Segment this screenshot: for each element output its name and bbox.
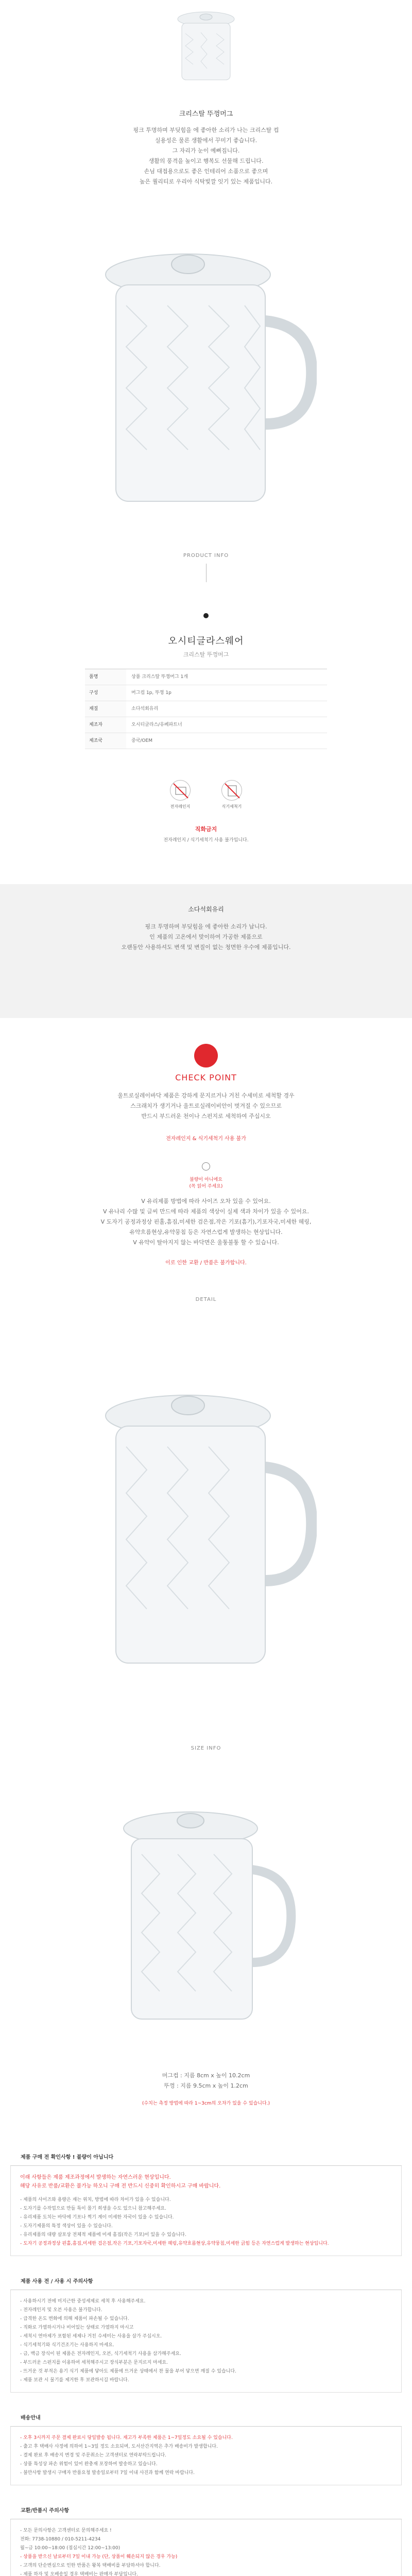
delivery-section	[0, 2398, 412, 2490]
table-row	[85, 717, 327, 733]
check-note: V 유약이 탈아지지 않는 바닥면은 울퉁불퉁 할 수 있습니다.	[133, 1239, 279, 1246]
notice-line: - 유리제품의 대량 살포상 전체적 제품에 미세 흠집(작은 기포)이 있을 수 있습니다.	[20, 2232, 186, 2238]
exchange-line: - 모든 문의사항은 고객센터로 문의해주세요 !	[20, 2528, 112, 2533]
size-line: 머그컵 : 지름 8cm x 높이 10.2cm	[162, 2072, 250, 2079]
delivery-line: - 출고 후 택배사 사정에 의하여 1~3일 정도 소요되며, 도서산간지역은 추가 배송비가 발생합니다.	[20, 2444, 218, 2449]
intro-line: 손님 대접용으로도 좋은 인테리어 소품으로 좋으며	[144, 168, 268, 175]
brand-title: 오시티글라스웨어	[168, 636, 244, 647]
intro-line: 실용성은 물론 생활에서 꾸미기 좋습니다.	[154, 137, 258, 144]
material-line: 핑크 투명하며 부딪힘을 에 좋아한 소리가 납니다.	[145, 923, 267, 930]
usage-icons	[0, 759, 412, 853]
notice-line: - 제품의 사이즈와 용량은 재는 위치, 방법에 따라 차이가 있을 수 있습니다.	[20, 2197, 171, 2202]
usage-title: 제품 사용 전 / 사용 시 주의사항	[10, 2272, 402, 2290]
intro-line: 핑크 투명하며 부딪힘을 에 좋아한 소리가 나는 크리스탈 컵	[133, 127, 279, 133]
spec-value: 오시티글라스/유페파트너	[131, 722, 182, 727]
check-sub-red: 불량이 아니에요	[190, 1177, 222, 1182]
check-line: 반드시 부드러운 천이나 스펀지로 세척하여 주십시오	[141, 1113, 271, 1120]
delivery-line: - 오후 3시까지 주문 결제 완료시 당일발송 됩니다. 재고가 부족한 제품은 1~7일정도 소요될 수 있습니다.	[20, 2435, 233, 2441]
exchange-line: 전화: 7738-10880 / 010-5211-4234	[20, 2537, 101, 2542]
product-info-section	[0, 548, 412, 598]
warning-text: 전자레인지 / 식기세척기 사용 불가입니다.	[163, 838, 249, 843]
exchange-line: - 제품 하자 및 오배송일 경우 택배비는 판매자 부담입니다.	[20, 2572, 138, 2576]
table-row	[85, 733, 327, 749]
delivery-line: - 상품 특성상 파손 위험이 있어 완충재 포장하여 발송하고 있습니다.	[20, 2462, 158, 2467]
spec-value: 중국/OEM	[131, 738, 152, 743]
spec-key: 구성	[85, 685, 126, 701]
exchange-line: 월~금 10:00~18:00 (점심시간 12:00~13:00)	[20, 2546, 121, 2551]
icon-label: 식기세척기	[221, 804, 242, 809]
check-note: V 유리제품 방법에 따라 사이즈 오차 있을 수 있어요.	[141, 1198, 271, 1205]
check-line: 스크래치가 생기거나 울트로실레이비안이 벗겨질 수 있으므로	[130, 1103, 282, 1109]
notice-line: - 유리제품 도치는 바닥에 기포나 찍기 계이 미세한 자국이 있을 수 있습니다.	[20, 2215, 174, 2220]
spec-value: 상품 크리스탈 뚜껑머그 1개	[131, 674, 188, 680]
crystal-mug-size-image	[113, 1792, 299, 2029]
intro-line: 그 자리가 눈이 예뻐집니다.	[172, 147, 240, 154]
notice-red-line: 이래 사항들은 제품 제조과정에서 발생하는 자연스러운 현상입니다.	[20, 2175, 171, 2180]
delivery-title: 배송안내	[10, 2408, 402, 2427]
notice-red-line: 해당 사유로 반품/교환은 불가능 하오니 구매 전 반드시 신중히 확인하시고 구매 바랍니다.	[20, 2183, 221, 2189]
exchange-title: 교환/반품시 주의사항	[10, 2501, 402, 2519]
check-note: V 도자기 공정과정상 핀홀,흠짐,미세한 검은점,작은 기포(흠기),기포자국,미세한 헤링,	[100, 1218, 312, 1225]
size-note: (수치는 측정 방법에 따라 1~3cm의 오차가 있을 수 있습니다.)	[142, 2101, 270, 2106]
usage-line: - 급격한 온도 변화에 의해 제품이 파손될 수 있습니다.	[20, 2316, 129, 2321]
main-photo	[0, 197, 412, 548]
usage-line: - 전자레인지 및 오븐 사용은 불가합니다.	[20, 2308, 102, 2313]
crystal-mug-detail-image	[95, 1369, 317, 1679]
crystal-mug-large-image	[95, 228, 317, 517]
spec-table	[85, 669, 327, 749]
exchange-section	[0, 2490, 412, 2576]
dishwasher-icon	[216, 780, 247, 809]
notice-red-line: - 도자기 공정과정상 핀홀,흠짐,미세한 검은점,작은 기포,기포자국,미세한 헤링,유약흐름현상,유약뭉침,미세한 긁힘 등은 자연스럽게 발생하는 현상입니다.	[20, 2241, 329, 2246]
dot-icon	[203, 613, 209, 618]
spec-key: 품명	[85, 669, 126, 685]
check-point-section	[0, 1018, 412, 1286]
size-text	[0, 2065, 412, 2137]
table-row	[85, 685, 327, 701]
icon-label: 전자레인지	[170, 804, 191, 809]
size-photo	[0, 1756, 412, 2065]
intro-title: 크리스탈 뚜껑머그	[179, 110, 233, 118]
usage-line: - 뜨거운 것 부적은 용기 식기 제품에 닿아도 제품에 뜨거운 상태에서 찬 물을 부어 닿으면 깨질 수 있습니다.	[20, 2369, 236, 2374]
usage-section	[0, 2261, 412, 2398]
intro-section	[0, 98, 412, 197]
brand-subtitle: 크리스탈 뚜껑머그	[183, 651, 229, 658]
size-line: 뚜껑 : 지름 9.5cm x 높이 1.2cm	[164, 2082, 248, 2089]
divider-line	[206, 564, 207, 582]
exchange-line: - 고객의 단순변심으로 인한 반품은 왕복 택배비를 부담하셔야 합니다.	[20, 2563, 161, 2568]
check-highlight: 전자레인지 & 식기세척기 사용 불가	[166, 1136, 246, 1142]
usage-line: - 직화로 가열하시거나 비어있는 상태로 가열하지 마시고	[20, 2325, 134, 2330]
usage-line: - 금, 백금 장식이 된 제품은 전자레인지, 오븐, 식기세척기 사용을 삼가해주세요.	[20, 2351, 181, 2357]
usage-line: - 식기세척기와 식기건조기는 사용하지 마세요.	[20, 2343, 114, 2348]
spec-key: 제조자	[85, 717, 126, 733]
intro-line: 생활의 풍격을 높이고 행복도 선물해 드립니다.	[148, 158, 264, 164]
usage-line: - 사용하시기 전에 미지근한 중성세제로 세척 후 사용해주세요.	[20, 2299, 146, 2304]
check-sub-red: (꼭 읽어 주세요)	[189, 1184, 223, 1189]
notice-line: - 도자기제품의 특정 색상이 있을 수 있습니다.	[20, 2224, 113, 2229]
usage-line: - 부드러운 스펀지를 이용하여 세척해주시고 장식부분은 문지르지 마세요.	[20, 2360, 168, 2365]
usage-line: - 세척시 연마제가 포함된 세제나 거친 수세미는 사용을 삼가 주십시오.	[20, 2334, 162, 2339]
section-label: PRODUCT INFO	[183, 553, 229, 558]
table-row	[85, 669, 327, 685]
material-line: 오랜동안 사용하셔도 변색 및 변질이 없는 청면한 우수에 제품입니다.	[121, 944, 291, 951]
intro-line: 높은 퀄리티로 우리아 식탁빛깔 잇기 있는 제품입니다.	[139, 178, 273, 185]
warning-title: 직화금지	[195, 826, 217, 833]
product-info-card	[0, 598, 412, 759]
microwave-icon	[165, 780, 196, 809]
delivery-line: - 불만사항 발생시 구매자 반품요청 발송일로부터 7일 이내 사진과 함께 연락 바랍니다.	[20, 2470, 195, 2476]
check-line: 울트로실레이바닥 제품은 강하게 문지르거나 거친 수세미로 세척할 경우	[117, 1092, 295, 1099]
exchange-line: - 상품을 받으신 날로부터 7일 이내 가능 (단, 상품이 훼손되지 않은 경우 가능)	[20, 2554, 178, 2560]
check-note: V 유나리 수많 및 글씨 만드에 따라 제품의 색상이 실제 색과 차이가 있을 수 있어요.	[102, 1208, 309, 1215]
spec-value: 소다석회유리	[131, 706, 159, 711]
check-point-label: CHECK POINT	[175, 1073, 237, 1082]
crystal-mug-image	[173, 8, 239, 90]
notice-line: - 도자기를 수작업으로 만들 특이 몰기 희생을 수도 있으니 참고해주세요.	[20, 2206, 166, 2211]
size-info-section	[0, 1735, 412, 1756]
material-section	[0, 884, 412, 1018]
hero-photo	[0, 0, 412, 98]
material-line: 인 제품의 고온에서 맞이하여 가공한 제품으로	[149, 934, 263, 940]
info-circle-icon	[202, 1162, 210, 1171]
alert-dot-icon	[194, 1044, 218, 1067]
detail-section	[0, 1286, 412, 1313]
notice-title: 제품 구매 전 확인사항 ! 불량이 아닙니다	[10, 2147, 402, 2166]
spec-key: 제조국	[85, 733, 126, 749]
section-label: DETAIL	[195, 1297, 217, 1302]
notice-section	[0, 2137, 412, 2261]
check-footer: 이로 인한 교환 / 반품은 불가합니다.	[165, 1260, 247, 1266]
material-title: 소다석회유리	[188, 906, 224, 913]
table-row	[85, 701, 327, 717]
delivery-line: - 결제 완료 후 배송지 변경 및 주문취소는 고객센터로 연락부탁드립니다.	[20, 2453, 166, 2458]
spec-key: 재질	[85, 701, 126, 717]
usage-line: - 제품 보관 시 물기를 제거한 후 보관하시길 바랍니다.	[20, 2378, 129, 2383]
detail-photo	[0, 1313, 412, 1735]
section-label: SIZE INFO	[191, 1745, 221, 1751]
spec-value: 머그컵 1p, 뚜껑 1p	[131, 690, 171, 696]
check-note: 유약흐름현상,유약뭉침 등은 자연스럽게 발생하는 현상입니다.	[129, 1229, 283, 1235]
